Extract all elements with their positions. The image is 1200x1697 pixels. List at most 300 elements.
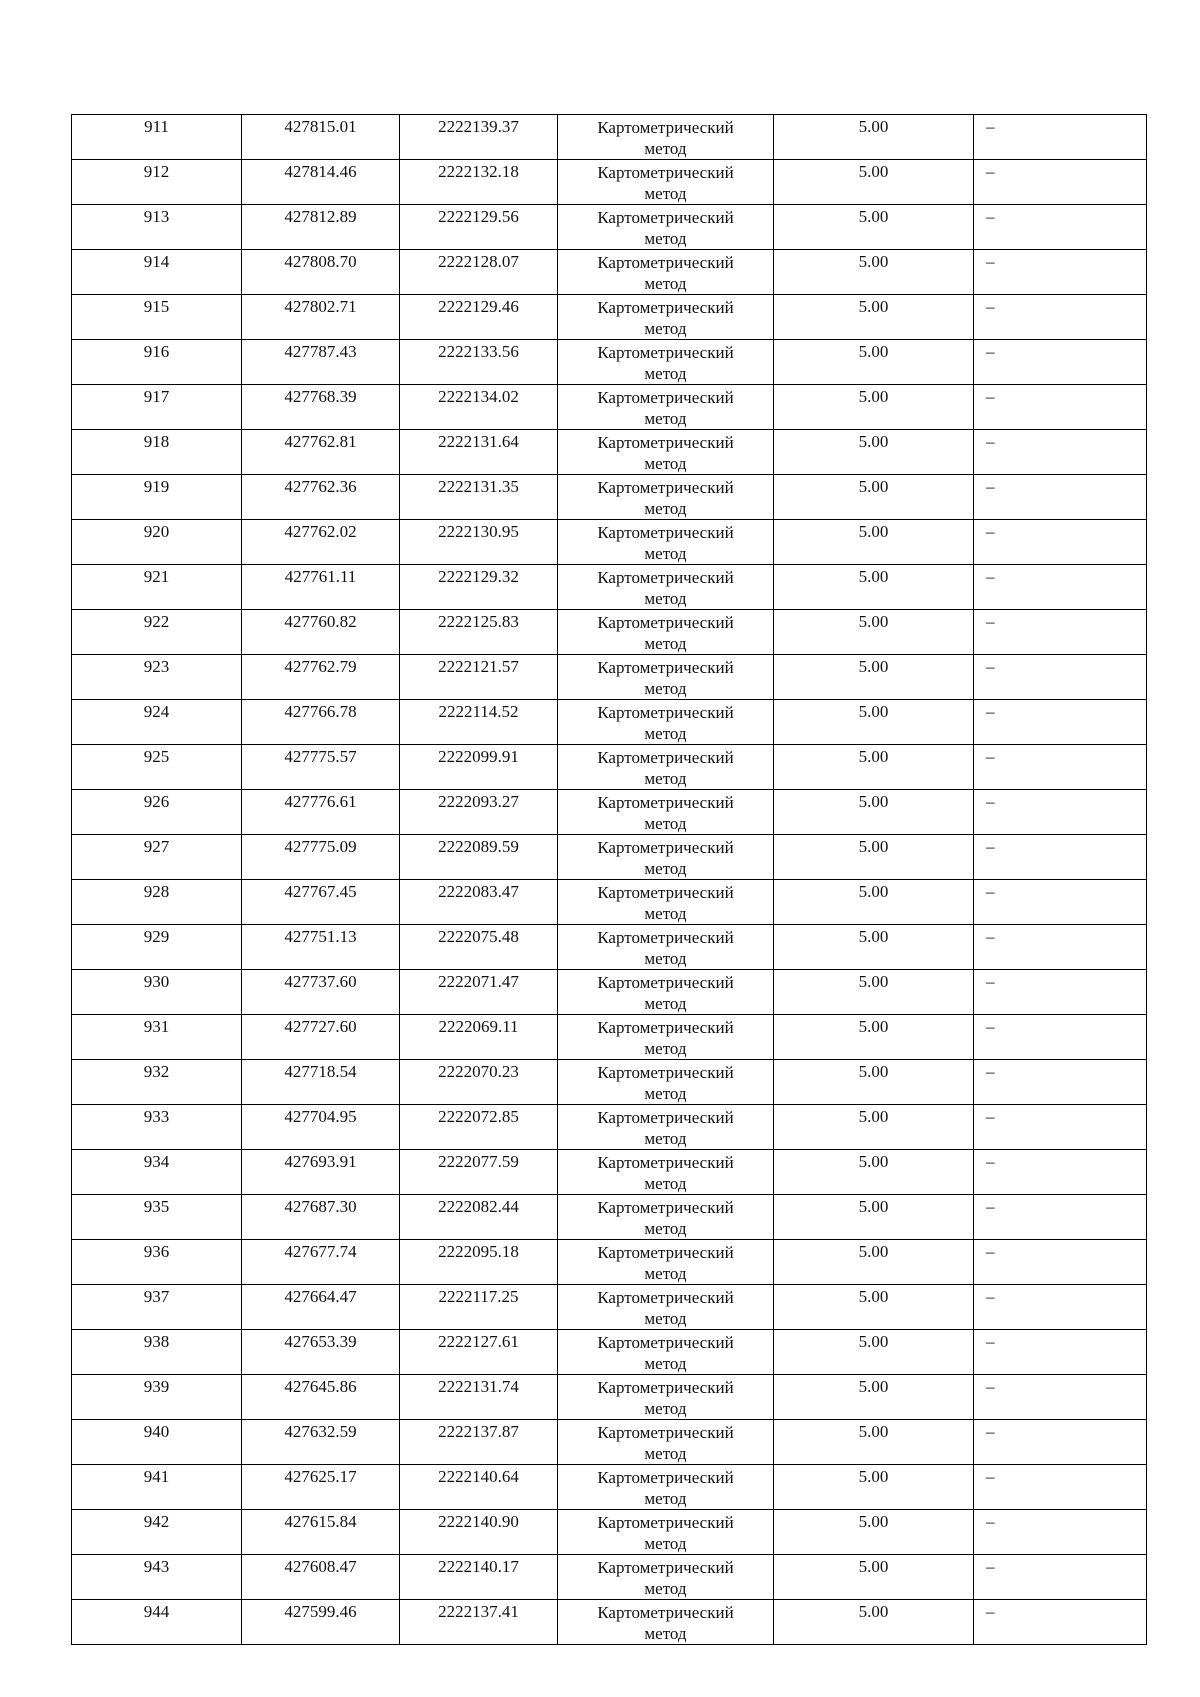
- coordinate-y-cell: [400, 295, 558, 340]
- method-text: метод: [644, 1129, 687, 1148]
- note-cell: [974, 565, 1147, 610]
- coordinate-x-cell: [242, 1375, 400, 1420]
- coordinate-x-cell-value: 427677.74: [284, 1242, 357, 1261]
- coordinate-y-cell-value: 2222125.83: [438, 612, 519, 631]
- method-cell: [558, 385, 774, 430]
- precision-cell-value: 5.00: [858, 1422, 889, 1441]
- precision-cell: [774, 1375, 974, 1420]
- precision-cell: [774, 610, 974, 655]
- point-number-cell: [72, 745, 242, 790]
- method-text: Картометрический: [597, 118, 734, 137]
- point-number-cell: [72, 925, 242, 970]
- point-number-cell: [72, 1105, 242, 1150]
- point-number-cell: [72, 1240, 242, 1285]
- method-cell: [558, 1465, 774, 1510]
- coordinate-x-cell-value: 427787.43: [284, 342, 357, 361]
- note-cell-value: –: [986, 657, 995, 676]
- precision-cell-value: 5.00: [858, 432, 889, 451]
- note-cell-value: –: [986, 432, 995, 451]
- method-text: метод: [644, 1534, 687, 1553]
- point-number-cell: [72, 520, 242, 565]
- coordinate-y-cell: [400, 1375, 558, 1420]
- coordinate-y-cell-value: 2222129.46: [438, 297, 519, 316]
- precision-cell-value: 5.00: [858, 522, 889, 541]
- coordinate-y-cell: [400, 1465, 558, 1510]
- point-number-cell: [72, 1555, 242, 1600]
- method-cell: [558, 1420, 774, 1465]
- method-text: Картометрический: [597, 568, 734, 587]
- table-row: [72, 1555, 1147, 1600]
- method-text: Картометрический: [597, 388, 734, 407]
- note-cell-value: –: [986, 522, 995, 541]
- point-number-cell-value: 921: [143, 567, 170, 586]
- method-text: метод: [644, 1219, 687, 1238]
- point-number-cell: [72, 1195, 242, 1240]
- method-text: Картометрический: [597, 1063, 734, 1082]
- precision-cell-value: 5.00: [858, 1062, 889, 1081]
- table-row: [72, 790, 1147, 835]
- coordinate-y-cell: [400, 700, 558, 745]
- coordinate-y-cell: [400, 1510, 558, 1555]
- coordinate-y-cell-value: 2222071.47: [438, 972, 519, 991]
- table-row: [72, 385, 1147, 430]
- table-row: [72, 1195, 1147, 1240]
- table-row: [72, 205, 1147, 250]
- coordinate-x-cell-value: 427693.91: [284, 1152, 357, 1171]
- method-cell: [558, 610, 774, 655]
- coordinate-y-cell-value: 2222127.61: [438, 1332, 519, 1351]
- note-cell-value: –: [986, 1152, 995, 1171]
- method-cell: [558, 1285, 774, 1330]
- precision-cell-value: 5.00: [858, 1017, 889, 1036]
- coordinate-y-cell-value: 2222082.44: [438, 1197, 519, 1216]
- note-cell-value: –: [986, 297, 995, 316]
- table-row: [72, 520, 1147, 565]
- method-text: Картометрический: [597, 793, 734, 812]
- coordinate-x-cell: [242, 880, 400, 925]
- point-number-cell: [72, 1285, 242, 1330]
- coordinates-table-body: [72, 115, 1147, 1645]
- coordinate-y-cell: [400, 1330, 558, 1375]
- point-number-cell-value: 924: [143, 702, 170, 721]
- method-cell: [558, 160, 774, 205]
- coordinate-y-cell: [400, 1105, 558, 1150]
- table-row: [72, 1330, 1147, 1375]
- coordinate-y-cell: [400, 250, 558, 295]
- point-number-cell-value: 928: [143, 882, 170, 901]
- table-row: [72, 1600, 1147, 1645]
- coordinate-x-cell: [242, 565, 400, 610]
- coordinate-x-cell: [242, 610, 400, 655]
- precision-cell-value: 5.00: [858, 657, 889, 676]
- coordinate-y-cell: [400, 205, 558, 250]
- method-cell: [558, 430, 774, 475]
- precision-cell: [774, 1150, 974, 1195]
- coordinate-y-cell-value: 2222121.57: [438, 657, 519, 676]
- note-cell-value: –: [986, 1332, 995, 1351]
- coordinate-x-cell: [242, 1330, 400, 1375]
- table-row: [72, 1240, 1147, 1285]
- coordinate-x-cell: [242, 1195, 400, 1240]
- precision-cell: [774, 745, 974, 790]
- precision-cell-value: 5.00: [858, 342, 889, 361]
- method-text: метод: [644, 229, 687, 248]
- point-number-cell-value: 934: [143, 1152, 170, 1171]
- precision-cell-value: 5.00: [858, 1332, 889, 1351]
- coordinate-y-cell: [400, 1150, 558, 1195]
- method-text: метод: [644, 1579, 687, 1598]
- coordinate-y-cell-value: 2222140.17: [438, 1557, 519, 1576]
- coordinate-y-cell-value: 2222070.23: [438, 1062, 519, 1081]
- coordinate-x-cell: [242, 1465, 400, 1510]
- point-number-cell: [72, 250, 242, 295]
- method-text: Картометрический: [597, 433, 734, 452]
- coordinate-x-cell-value: 427762.81: [284, 432, 357, 451]
- method-cell: [558, 1510, 774, 1555]
- precision-cell-value: 5.00: [858, 612, 889, 631]
- coordinate-x-cell: [242, 520, 400, 565]
- method-cell: [558, 1240, 774, 1285]
- coordinate-x-cell: [242, 1555, 400, 1600]
- point-number-cell-value: 922: [143, 612, 170, 631]
- point-number-cell-value: 914: [143, 252, 170, 271]
- point-number-cell-value: 926: [143, 792, 170, 811]
- method-text: Картометрический: [597, 1108, 734, 1127]
- coordinate-x-cell-value: 427761.11: [284, 567, 357, 586]
- coordinate-y-cell: [400, 565, 558, 610]
- method-text: Картометрический: [597, 838, 734, 857]
- coordinate-x-cell-value: 427775.57: [284, 747, 357, 766]
- table-row: [72, 1420, 1147, 1465]
- note-cell: [974, 1195, 1147, 1240]
- coordinate-x-cell-value: 427645.86: [284, 1377, 357, 1396]
- point-number-cell-value: 930: [143, 972, 170, 991]
- precision-cell: [774, 970, 974, 1015]
- coordinate-x-cell: [242, 295, 400, 340]
- coordinate-x-cell-value: 427704.95: [284, 1107, 357, 1126]
- coordinate-x-cell: [242, 655, 400, 700]
- point-number-cell-value: 935: [143, 1197, 170, 1216]
- note-cell: [974, 1555, 1147, 1600]
- note-cell: [974, 790, 1147, 835]
- point-number-cell-value: 932: [143, 1062, 170, 1081]
- coordinate-y-cell-value: 2222083.47: [438, 882, 519, 901]
- precision-cell-value: 5.00: [858, 882, 889, 901]
- coordinate-x-cell-value: 427815.01: [284, 117, 357, 136]
- coordinate-y-cell-value: 2222129.56: [438, 207, 519, 226]
- point-number-cell: [72, 1600, 242, 1645]
- method-text: Картометрический: [597, 928, 734, 947]
- note-cell: [974, 1465, 1147, 1510]
- method-text: метод: [644, 1039, 687, 1058]
- coordinate-x-cell: [242, 970, 400, 1015]
- precision-cell-value: 5.00: [858, 1107, 889, 1126]
- point-number-cell-value: 911: [144, 117, 169, 136]
- note-cell: [974, 295, 1147, 340]
- point-number-cell-value: 913: [143, 207, 170, 226]
- coordinate-x-cell-value: 427776.61: [284, 792, 357, 811]
- point-number-cell: [72, 1375, 242, 1420]
- coordinate-x-cell-value: 427718.54: [284, 1062, 357, 1081]
- point-number-cell-value: 933: [143, 1107, 170, 1126]
- method-text: метод: [644, 1624, 687, 1643]
- method-cell: [558, 115, 774, 160]
- method-text: метод: [644, 679, 687, 698]
- note-cell: [974, 1105, 1147, 1150]
- coordinate-y-cell-value: 2222131.35: [438, 477, 519, 496]
- coordinate-x-cell: [242, 1060, 400, 1105]
- note-cell: [974, 970, 1147, 1015]
- point-number-cell-value: 923: [143, 657, 170, 676]
- method-text: метод: [644, 904, 687, 923]
- coordinate-x-cell-value: 427808.70: [284, 252, 357, 271]
- method-text: Картометрический: [597, 523, 734, 542]
- precision-cell: [774, 250, 974, 295]
- coordinate-y-cell-value: 2222075.48: [438, 927, 519, 946]
- coordinate-y-cell-value: 2222117.25: [438, 1287, 519, 1306]
- note-cell-value: –: [986, 612, 995, 631]
- coordinate-y-cell: [400, 925, 558, 970]
- note-cell: [974, 1240, 1147, 1285]
- method-text: Картометрический: [597, 613, 734, 632]
- method-text: метод: [644, 544, 687, 563]
- point-number-cell: [72, 1420, 242, 1465]
- coordinate-x-cell: [242, 160, 400, 205]
- precision-cell-value: 5.00: [858, 252, 889, 271]
- coordinate-x-cell: [242, 1285, 400, 1330]
- method-cell: [558, 745, 774, 790]
- coordinate-y-cell-value: 2222114.52: [438, 702, 519, 721]
- point-number-cell: [72, 1060, 242, 1105]
- coordinate-y-cell: [400, 520, 558, 565]
- coordinate-x-cell-value: 427737.60: [284, 972, 357, 991]
- method-text: Картометрический: [597, 1198, 734, 1217]
- method-text: Картометрический: [597, 1468, 734, 1487]
- precision-cell-value: 5.00: [858, 1512, 889, 1531]
- method-text: метод: [644, 1444, 687, 1463]
- coordinate-x-cell: [242, 430, 400, 475]
- table-row: [72, 1510, 1147, 1555]
- precision-cell-value: 5.00: [858, 1242, 889, 1261]
- point-number-cell-value: 938: [143, 1332, 170, 1351]
- method-text: метод: [644, 1354, 687, 1373]
- coordinate-y-cell-value: 2222140.90: [438, 1512, 519, 1531]
- coordinate-y-cell-value: 2222137.87: [438, 1422, 519, 1441]
- method-cell: [558, 835, 774, 880]
- precision-cell: [774, 1600, 974, 1645]
- coordinate-y-cell-value: 2222140.64: [438, 1467, 519, 1486]
- note-cell-value: –: [986, 1602, 995, 1621]
- method-text: метод: [644, 184, 687, 203]
- coordinate-y-cell-value: 2222137.41: [438, 1602, 519, 1621]
- point-number-cell: [72, 1330, 242, 1375]
- coordinate-y-cell-value: 2222129.32: [438, 567, 519, 586]
- coordinate-y-cell-value: 2222131.74: [438, 1377, 519, 1396]
- point-number-cell-value: 916: [143, 342, 170, 361]
- table-row: [72, 745, 1147, 790]
- precision-cell: [774, 115, 974, 160]
- table-row: [72, 1015, 1147, 1060]
- table-row: [72, 250, 1147, 295]
- point-number-cell: [72, 205, 242, 250]
- method-text: метод: [644, 454, 687, 473]
- coordinate-x-cell-value: 427632.59: [284, 1422, 357, 1441]
- coordinate-y-cell: [400, 160, 558, 205]
- precision-cell: [774, 295, 974, 340]
- coordinate-x-cell-value: 427727.60: [284, 1017, 357, 1036]
- coordinate-x-cell: [242, 385, 400, 430]
- method-text: метод: [644, 724, 687, 743]
- point-number-cell: [72, 1150, 242, 1195]
- method-text: метод: [644, 274, 687, 293]
- note-cell: [974, 1510, 1147, 1555]
- note-cell-value: –: [986, 1062, 995, 1081]
- note-cell: [974, 925, 1147, 970]
- coordinate-y-cell: [400, 970, 558, 1015]
- note-cell-value: –: [986, 477, 995, 496]
- note-cell-value: –: [986, 117, 995, 136]
- coordinate-x-cell-value: 427760.82: [284, 612, 357, 631]
- note-cell: [974, 205, 1147, 250]
- point-number-cell: [72, 700, 242, 745]
- precision-cell-value: 5.00: [858, 1287, 889, 1306]
- method-cell: [558, 475, 774, 520]
- point-number-cell: [72, 655, 242, 700]
- point-number-cell-value: 919: [143, 477, 170, 496]
- precision-cell: [774, 1330, 974, 1375]
- method-text: Картометрический: [597, 658, 734, 677]
- table-row: [72, 1105, 1147, 1150]
- table-row: [72, 430, 1147, 475]
- method-text: метод: [644, 589, 687, 608]
- coordinate-x-cell-value: 427762.02: [284, 522, 357, 541]
- coordinate-x-cell: [242, 475, 400, 520]
- point-number-cell: [72, 1015, 242, 1060]
- precision-cell-value: 5.00: [858, 1467, 889, 1486]
- method-text: Картометрический: [597, 1153, 734, 1172]
- method-cell: [558, 1195, 774, 1240]
- method-text: Картометрический: [597, 748, 734, 767]
- coordinate-y-cell: [400, 1285, 558, 1330]
- note-cell: [974, 610, 1147, 655]
- precision-cell: [774, 1420, 974, 1465]
- precision-cell: [774, 1015, 974, 1060]
- point-number-cell-value: 918: [143, 432, 170, 451]
- method-cell: [558, 565, 774, 610]
- method-text: метод: [644, 1489, 687, 1508]
- method-cell: [558, 700, 774, 745]
- coordinate-x-cell-value: 427766.78: [284, 702, 357, 721]
- note-cell: [974, 1060, 1147, 1105]
- note-cell-value: –: [986, 747, 995, 766]
- note-cell: [974, 745, 1147, 790]
- note-cell-value: –: [986, 702, 995, 721]
- coordinate-y-cell: [400, 385, 558, 430]
- precision-cell: [774, 835, 974, 880]
- precision-cell: [774, 340, 974, 385]
- coordinate-y-cell: [400, 1015, 558, 1060]
- precision-cell-value: 5.00: [858, 927, 889, 946]
- coordinate-x-cell: [242, 1015, 400, 1060]
- point-number-cell-value: 912: [143, 162, 170, 181]
- method-cell: [558, 790, 774, 835]
- note-cell-value: –: [986, 1107, 995, 1126]
- point-number-cell: [72, 970, 242, 1015]
- table-row: [72, 655, 1147, 700]
- coordinate-y-cell-value: 2222132.18: [438, 162, 519, 181]
- method-text: метод: [644, 859, 687, 878]
- precision-cell-value: 5.00: [858, 1557, 889, 1576]
- method-cell: [558, 1600, 774, 1645]
- note-cell-value: –: [986, 927, 995, 946]
- note-cell-value: –: [986, 252, 995, 271]
- coordinate-x-cell: [242, 1105, 400, 1150]
- precision-cell: [774, 475, 974, 520]
- precision-cell-value: 5.00: [858, 972, 889, 991]
- method-text: Картометрический: [597, 208, 734, 227]
- method-text: метод: [644, 634, 687, 653]
- point-number-cell: [72, 790, 242, 835]
- note-cell: [974, 655, 1147, 700]
- point-number-cell: [72, 340, 242, 385]
- point-number-cell-value: 920: [143, 522, 170, 541]
- method-cell: [558, 205, 774, 250]
- table-row: [72, 115, 1147, 160]
- precision-cell: [774, 790, 974, 835]
- precision-cell: [774, 565, 974, 610]
- coordinate-y-cell-value: 2222134.02: [438, 387, 519, 406]
- note-cell: [974, 1015, 1147, 1060]
- precision-cell-value: 5.00: [858, 477, 889, 496]
- point-number-cell: [72, 565, 242, 610]
- coordinate-y-cell: [400, 475, 558, 520]
- table-row: [72, 1060, 1147, 1105]
- method-text: метод: [644, 319, 687, 338]
- point-number-cell: [72, 610, 242, 655]
- note-cell: [974, 340, 1147, 385]
- note-cell: [974, 700, 1147, 745]
- coordinate-y-cell: [400, 1420, 558, 1465]
- method-text: Картометрический: [597, 1288, 734, 1307]
- table-row: [72, 880, 1147, 925]
- precision-cell: [774, 1060, 974, 1105]
- note-cell: [974, 835, 1147, 880]
- precision-cell: [774, 385, 974, 430]
- coordinate-x-cell-value: 427615.84: [284, 1512, 357, 1531]
- point-number-cell: [72, 835, 242, 880]
- method-text: Картометрический: [597, 253, 734, 272]
- precision-cell-value: 5.00: [858, 747, 889, 766]
- table-row: [72, 1285, 1147, 1330]
- point-number-cell-value: 925: [143, 747, 170, 766]
- coordinate-x-cell-value: 427751.13: [284, 927, 357, 946]
- note-cell: [974, 1375, 1147, 1420]
- note-cell-value: –: [986, 1467, 995, 1486]
- method-cell: [558, 655, 774, 700]
- note-cell-value: –: [986, 1512, 995, 1531]
- coordinate-x-cell-value: 427599.46: [284, 1602, 357, 1621]
- method-cell: [558, 970, 774, 1015]
- coordinate-y-cell-value: 2222089.59: [438, 837, 519, 856]
- point-number-cell: [72, 475, 242, 520]
- note-cell: [974, 1285, 1147, 1330]
- note-cell-value: –: [986, 972, 995, 991]
- note-cell-value: –: [986, 1287, 995, 1306]
- point-number-cell-value: 941: [143, 1467, 170, 1486]
- coordinate-x-cell-value: 427814.46: [284, 162, 357, 181]
- precision-cell: [774, 1195, 974, 1240]
- coordinate-y-cell-value: 2222139.37: [438, 117, 519, 136]
